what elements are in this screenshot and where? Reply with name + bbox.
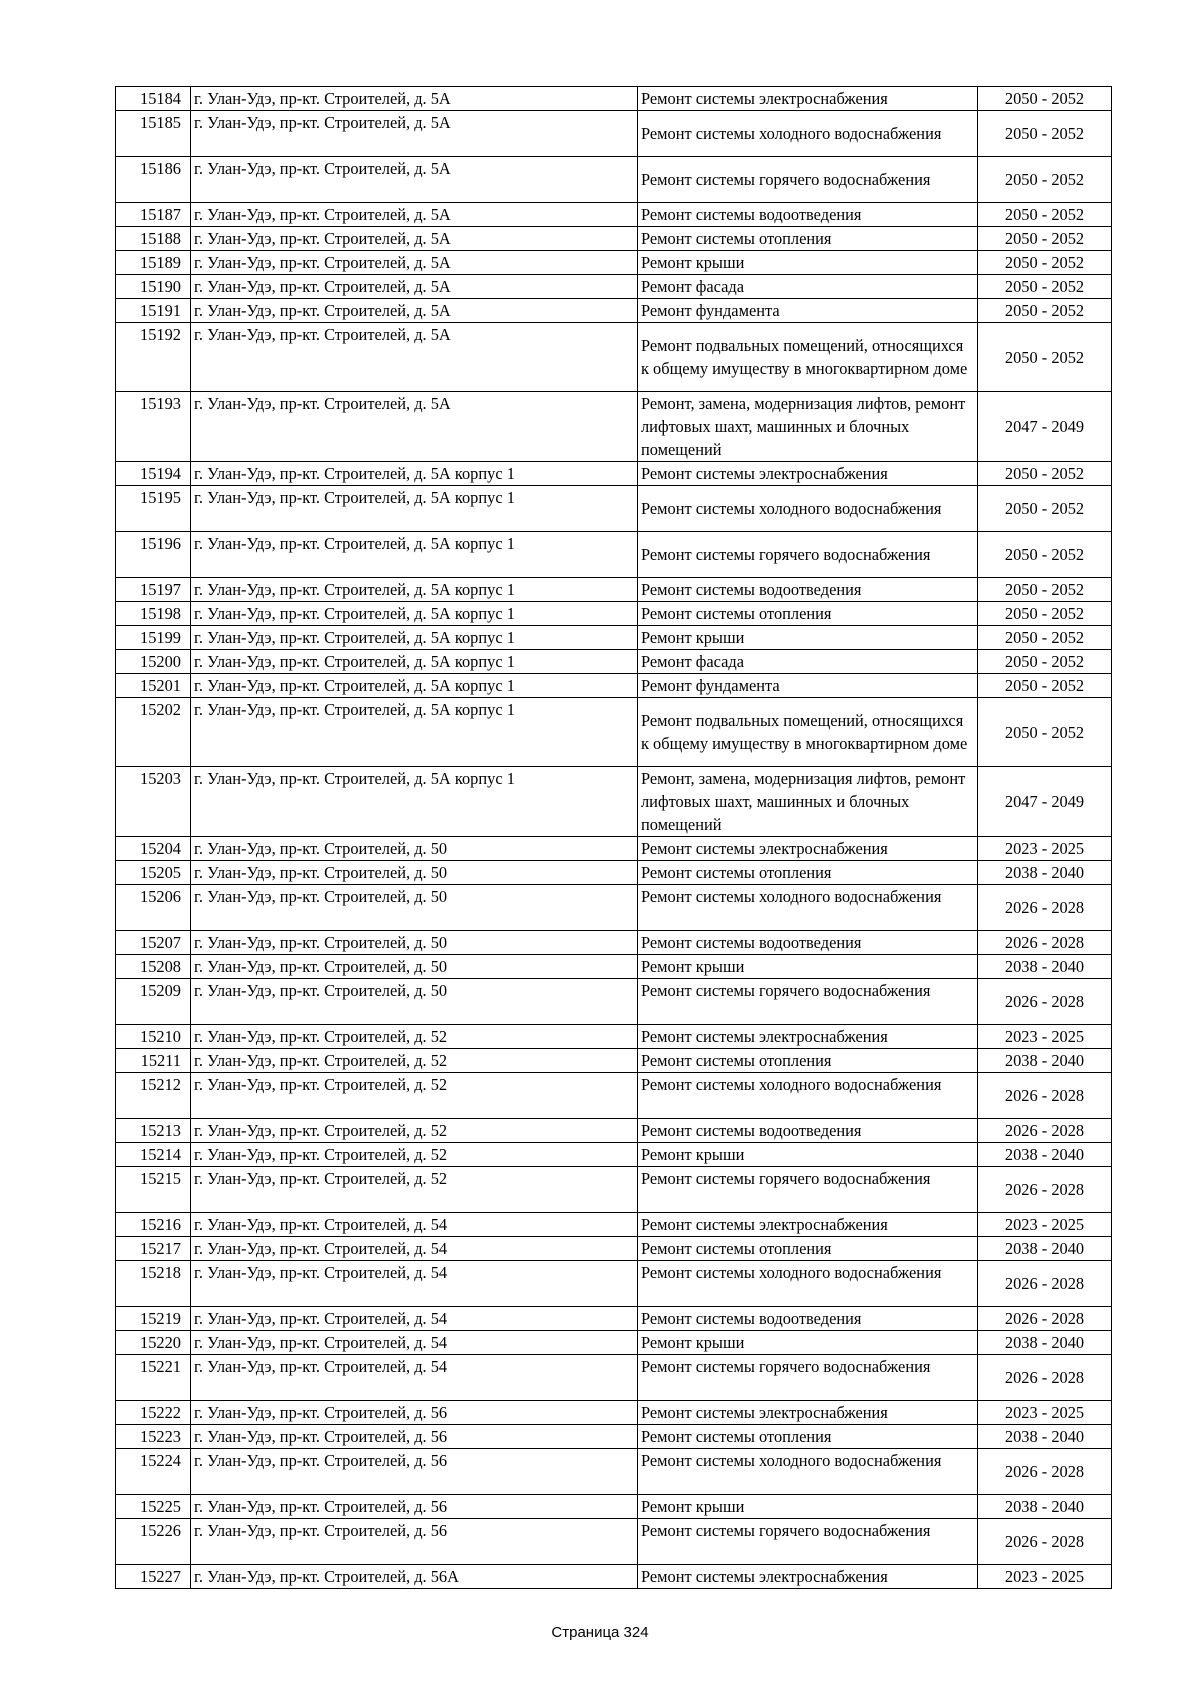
address-cell: г. Улан-Удэ, пр-кт. Строителей, д. 5А (191, 203, 638, 227)
table-row (116, 275, 1112, 299)
row-number-cell: 15185 (116, 111, 191, 157)
work-type-cell: Ремонт системы горячего водоснабжения (638, 1519, 978, 1565)
years-cell: 2050 - 2052 (978, 203, 1112, 227)
row-number-cell: 15190 (116, 275, 191, 299)
address-cell: г. Улан-Удэ, пр-кт. Строителей, д. 5А (191, 275, 638, 299)
work-type-cell: Ремонт системы отопления (638, 1049, 978, 1073)
years-cell: 2050 - 2052 (978, 674, 1112, 698)
table-row (116, 157, 1112, 203)
address-cell: г. Улан-Удэ, пр-кт. Строителей, д. 50 (191, 861, 638, 885)
years-cell: 2050 - 2052 (978, 227, 1112, 251)
row-number-cell: 15191 (116, 299, 191, 323)
table-row (116, 979, 1112, 1025)
table-row (116, 837, 1112, 861)
row-number-cell: 15195 (116, 486, 191, 532)
row-number-cell: 15224 (116, 1449, 191, 1495)
row-number-cell: 15187 (116, 203, 191, 227)
years-cell: 2023 - 2025 (978, 837, 1112, 861)
work-type-cell: Ремонт системы водоотведения (638, 1307, 978, 1331)
work-type-cell: Ремонт фундамента (638, 299, 978, 323)
work-type-cell: Ремонт крыши (638, 626, 978, 650)
row-number-cell: 15202 (116, 698, 191, 767)
years-cell: 2050 - 2052 (978, 602, 1112, 626)
address-cell: г. Улан-Удэ, пр-кт. Строителей, д. 5А (191, 299, 638, 323)
row-number-cell: 15194 (116, 462, 191, 486)
years-cell: 2026 - 2028 (978, 1119, 1112, 1143)
years-cell: 2050 - 2052 (978, 578, 1112, 602)
row-number-cell: 15210 (116, 1025, 191, 1049)
table-row (116, 1073, 1112, 1119)
table-row (116, 955, 1112, 979)
table-row (116, 203, 1112, 227)
work-type-cell: Ремонт системы холодного водоснабжения (638, 885, 978, 931)
table-row (116, 931, 1112, 955)
row-number-cell: 15216 (116, 1213, 191, 1237)
years-cell: 2038 - 2040 (978, 955, 1112, 979)
row-number-cell: 15188 (116, 227, 191, 251)
address-cell: г. Улан-Удэ, пр-кт. Строителей, д. 5А (191, 111, 638, 157)
years-cell: 2050 - 2052 (978, 87, 1112, 111)
address-cell: г. Улан-Удэ, пр-кт. Строителей, д. 5А корпус 1 (191, 602, 638, 626)
work-type-cell: Ремонт системы электроснабжения (638, 87, 978, 111)
address-cell: г. Улан-Удэ, пр-кт. Строителей, д. 5А (191, 157, 638, 203)
years-cell: 2026 - 2028 (978, 1307, 1112, 1331)
work-type-cell: Ремонт крыши (638, 1495, 978, 1519)
work-type-cell: Ремонт системы горячего водоснабжения (638, 979, 978, 1025)
address-cell: г. Улан-Удэ, пр-кт. Строителей, д. 50 (191, 885, 638, 931)
address-cell: г. Улан-Удэ, пр-кт. Строителей, д. 5А корпус 1 (191, 650, 638, 674)
years-cell: 2050 - 2052 (978, 157, 1112, 203)
table-row (116, 1119, 1112, 1143)
row-number-cell: 15189 (116, 251, 191, 275)
row-number-cell: 15198 (116, 602, 191, 626)
address-cell: г. Улан-Удэ, пр-кт. Строителей, д. 52 (191, 1073, 638, 1119)
row-number-cell: 15225 (116, 1495, 191, 1519)
row-number-cell: 15213 (116, 1119, 191, 1143)
work-type-cell: Ремонт системы электроснабжения (638, 1025, 978, 1049)
row-number-cell: 15218 (116, 1261, 191, 1307)
years-cell: 2038 - 2040 (978, 861, 1112, 885)
years-cell: 2038 - 2040 (978, 1425, 1112, 1449)
work-type-cell: Ремонт системы водоотведения (638, 1119, 978, 1143)
years-cell: 2026 - 2028 (978, 1167, 1112, 1213)
address-cell: г. Улан-Удэ, пр-кт. Строителей, д. 56 (191, 1495, 638, 1519)
work-type-cell: Ремонт фундамента (638, 674, 978, 698)
work-type-cell: Ремонт системы холодного водоснабжения (638, 1261, 978, 1307)
work-type-cell: Ремонт системы горячего водоснабжения (638, 532, 978, 578)
address-cell: г. Улан-Удэ, пр-кт. Строителей, д. 50 (191, 955, 638, 979)
work-type-cell: Ремонт подвальных помещений, относящихся к общему имуществу в многоквартирном доме (638, 323, 978, 392)
table-row (116, 227, 1112, 251)
table-row (116, 1237, 1112, 1261)
row-number-cell: 15217 (116, 1237, 191, 1261)
work-type-cell: Ремонт крыши (638, 955, 978, 979)
address-cell: г. Улан-Удэ, пр-кт. Строителей, д. 5А корпус 1 (191, 486, 638, 532)
row-number-cell: 15186 (116, 157, 191, 203)
work-type-cell: Ремонт системы холодного водоснабжения (638, 1073, 978, 1119)
row-number-cell: 15205 (116, 861, 191, 885)
work-type-cell: Ремонт системы электроснабжения (638, 462, 978, 486)
work-type-cell: Ремонт крыши (638, 1331, 978, 1355)
row-number-cell: 15197 (116, 578, 191, 602)
row-number-cell: 15214 (116, 1143, 191, 1167)
table-row (116, 323, 1112, 392)
row-number-cell: 15201 (116, 674, 191, 698)
years-cell: 2038 - 2040 (978, 1495, 1112, 1519)
years-cell: 2026 - 2028 (978, 1449, 1112, 1495)
table-row (116, 532, 1112, 578)
address-cell: г. Улан-Удэ, пр-кт. Строителей, д. 5А (191, 227, 638, 251)
work-type-cell: Ремонт системы водоотведения (638, 578, 978, 602)
address-cell: г. Улан-Удэ, пр-кт. Строителей, д. 52 (191, 1143, 638, 1167)
work-type-cell: Ремонт системы горячего водоснабжения (638, 157, 978, 203)
years-cell: 2023 - 2025 (978, 1401, 1112, 1425)
row-number-cell: 15212 (116, 1073, 191, 1119)
row-number-cell: 15211 (116, 1049, 191, 1073)
table-row (116, 1167, 1112, 1213)
address-cell: г. Улан-Удэ, пр-кт. Строителей, д. 50 (191, 931, 638, 955)
address-cell: г. Улан-Удэ, пр-кт. Строителей, д. 5А (191, 392, 638, 462)
address-cell: г. Улан-Удэ, пр-кт. Строителей, д. 56 (191, 1425, 638, 1449)
years-cell: 2050 - 2052 (978, 323, 1112, 392)
table-row (116, 1355, 1112, 1401)
row-number-cell: 15204 (116, 837, 191, 861)
years-cell: 2050 - 2052 (978, 111, 1112, 157)
repair-schedule-table (115, 86, 1112, 1589)
address-cell: г. Улан-Удэ, пр-кт. Строителей, д. 56А (191, 1565, 638, 1589)
work-type-cell: Ремонт системы отопления (638, 861, 978, 885)
work-type-cell: Ремонт системы холодного водоснабжения (638, 111, 978, 157)
years-cell: 2026 - 2028 (978, 1261, 1112, 1307)
row-number-cell: 15227 (116, 1565, 191, 1589)
table-row (116, 626, 1112, 650)
table-row (116, 1025, 1112, 1049)
years-cell: 2038 - 2040 (978, 1143, 1112, 1167)
table-row (116, 1565, 1112, 1589)
table-body (116, 87, 1112, 1589)
row-number-cell: 15209 (116, 979, 191, 1025)
address-cell: г. Улан-Удэ, пр-кт. Строителей, д. 50 (191, 837, 638, 861)
address-cell: г. Улан-Удэ, пр-кт. Строителей, д. 54 (191, 1237, 638, 1261)
row-number-cell: 15221 (116, 1355, 191, 1401)
table-row (116, 1495, 1112, 1519)
table-row (116, 299, 1112, 323)
years-cell: 2038 - 2040 (978, 1049, 1112, 1073)
years-cell: 2047 - 2049 (978, 392, 1112, 462)
years-cell: 2050 - 2052 (978, 275, 1112, 299)
years-cell: 2050 - 2052 (978, 698, 1112, 767)
row-number-cell: 15208 (116, 955, 191, 979)
address-cell: г. Улан-Удэ, пр-кт. Строителей, д. 54 (191, 1213, 638, 1237)
row-number-cell: 15215 (116, 1167, 191, 1213)
work-type-cell: Ремонт, замена, модернизация лифтов, ремонт лифтовых шахт, машинных и блочных помещений (638, 392, 978, 462)
work-type-cell: Ремонт системы отопления (638, 1237, 978, 1261)
work-type-cell: Ремонт фасада (638, 275, 978, 299)
table-row (116, 578, 1112, 602)
years-cell: 2026 - 2028 (978, 931, 1112, 955)
table-row (116, 602, 1112, 626)
years-cell: 2038 - 2040 (978, 1331, 1112, 1355)
work-type-cell: Ремонт системы электроснабжения (638, 1565, 978, 1589)
address-cell: г. Улан-Удэ, пр-кт. Строителей, д. 5А (191, 251, 638, 275)
address-cell: г. Улан-Удэ, пр-кт. Строителей, д. 56 (191, 1519, 638, 1565)
row-number-cell: 15226 (116, 1519, 191, 1565)
address-cell: г. Улан-Удэ, пр-кт. Строителей, д. 5А корпус 1 (191, 674, 638, 698)
work-type-cell: Ремонт системы отопления (638, 602, 978, 626)
row-number-cell: 15206 (116, 885, 191, 931)
row-number-cell: 15196 (116, 532, 191, 578)
address-cell: г. Улан-Удэ, пр-кт. Строителей, д. 52 (191, 1025, 638, 1049)
years-cell: 2026 - 2028 (978, 1355, 1112, 1401)
address-cell: г. Улан-Удэ, пр-кт. Строителей, д. 5А корпус 1 (191, 578, 638, 602)
table-row (116, 1449, 1112, 1495)
years-cell: 2050 - 2052 (978, 650, 1112, 674)
work-type-cell: Ремонт крыши (638, 251, 978, 275)
table-row (116, 767, 1112, 837)
work-type-cell: Ремонт системы отопления (638, 227, 978, 251)
years-cell: 2026 - 2028 (978, 1073, 1112, 1119)
address-cell: г. Улан-Удэ, пр-кт. Строителей, д. 52 (191, 1119, 638, 1143)
years-cell: 2023 - 2025 (978, 1213, 1112, 1237)
table-row (116, 1049, 1112, 1073)
address-cell: г. Улан-Удэ, пр-кт. Строителей, д. 54 (191, 1355, 638, 1401)
row-number-cell: 15222 (116, 1401, 191, 1425)
row-number-cell: 15192 (116, 323, 191, 392)
work-type-cell: Ремонт системы водоотведения (638, 203, 978, 227)
address-cell: г. Улан-Удэ, пр-кт. Строителей, д. 5А (191, 323, 638, 392)
years-cell: 2038 - 2040 (978, 1237, 1112, 1261)
address-cell: г. Улан-Удэ, пр-кт. Строителей, д. 54 (191, 1307, 638, 1331)
address-cell: г. Улан-Удэ, пр-кт. Строителей, д. 50 (191, 979, 638, 1025)
table-row (116, 1307, 1112, 1331)
years-cell: 2050 - 2052 (978, 299, 1112, 323)
address-cell: г. Улан-Удэ, пр-кт. Строителей, д. 52 (191, 1049, 638, 1073)
table-row (116, 251, 1112, 275)
address-cell: г. Улан-Удэ, пр-кт. Строителей, д. 5А корпус 1 (191, 698, 638, 767)
years-cell: 2050 - 2052 (978, 626, 1112, 650)
table-row (116, 87, 1112, 111)
row-number-cell: 15184 (116, 87, 191, 111)
row-number-cell: 15223 (116, 1425, 191, 1449)
table-row (116, 392, 1112, 462)
work-type-cell: Ремонт системы электроснабжения (638, 837, 978, 861)
row-number-cell: 15199 (116, 626, 191, 650)
work-type-cell: Ремонт системы электроснабжения (638, 1213, 978, 1237)
table-row (116, 650, 1112, 674)
row-number-cell: 15200 (116, 650, 191, 674)
address-cell: г. Улан-Удэ, пр-кт. Строителей, д. 52 (191, 1167, 638, 1213)
work-type-cell: Ремонт системы электроснабжения (638, 1401, 978, 1425)
table-row (116, 674, 1112, 698)
table-row (116, 1213, 1112, 1237)
address-cell: г. Улан-Удэ, пр-кт. Строителей, д. 54 (191, 1331, 638, 1355)
years-cell: 2050 - 2052 (978, 251, 1112, 275)
work-type-cell: Ремонт системы горячего водоснабжения (638, 1167, 978, 1213)
work-type-cell: Ремонт крыши (638, 1143, 978, 1167)
table-row (116, 885, 1112, 931)
years-cell: 2050 - 2052 (978, 486, 1112, 532)
work-type-cell: Ремонт системы отопления (638, 1425, 978, 1449)
table-row (116, 111, 1112, 157)
row-number-cell: 15219 (116, 1307, 191, 1331)
work-type-cell: Ремонт системы холодного водоснабжения (638, 486, 978, 532)
address-cell: г. Улан-Удэ, пр-кт. Строителей, д. 54 (191, 1261, 638, 1307)
table-row (116, 1519, 1112, 1565)
years-cell: 2050 - 2052 (978, 462, 1112, 486)
address-cell: г. Улан-Удэ, пр-кт. Строителей, д. 56 (191, 1401, 638, 1425)
work-type-cell: Ремонт системы холодного водоснабжения (638, 1449, 978, 1495)
years-cell: 2026 - 2028 (978, 1519, 1112, 1565)
years-cell: 2023 - 2025 (978, 1565, 1112, 1589)
address-cell: г. Улан-Удэ, пр-кт. Строителей, д. 5А корпус 1 (191, 626, 638, 650)
table-row (116, 486, 1112, 532)
table-row (116, 1425, 1112, 1449)
work-type-cell: Ремонт фасада (638, 650, 978, 674)
address-cell: г. Улан-Удэ, пр-кт. Строителей, д. 5А корпус 1 (191, 532, 638, 578)
table-row (116, 1331, 1112, 1355)
document-page (115, 86, 1111, 1589)
years-cell: 2050 - 2052 (978, 532, 1112, 578)
years-cell: 2026 - 2028 (978, 979, 1112, 1025)
address-cell: г. Улан-Удэ, пр-кт. Строителей, д. 5А (191, 87, 638, 111)
address-cell: г. Улан-Удэ, пр-кт. Строителей, д. 5А корпус 1 (191, 462, 638, 486)
table-row (116, 1143, 1112, 1167)
years-cell: 2047 - 2049 (978, 767, 1112, 837)
work-type-cell: Ремонт системы водоотведения (638, 931, 978, 955)
work-type-cell: Ремонт, замена, модернизация лифтов, ремонт лифтовых шахт, машинных и блочных помещений (638, 767, 978, 837)
table-row (116, 1401, 1112, 1425)
table-row (116, 462, 1112, 486)
years-cell: 2023 - 2025 (978, 1025, 1112, 1049)
table-row (116, 861, 1112, 885)
work-type-cell: Ремонт подвальных помещений, относящихся к общему имуществу в многоквартирном доме (638, 698, 978, 767)
row-number-cell: 15207 (116, 931, 191, 955)
years-cell: 2026 - 2028 (978, 885, 1112, 931)
row-number-cell: 15220 (116, 1331, 191, 1355)
work-type-cell: Ремонт системы горячего водоснабжения (638, 1355, 978, 1401)
row-number-cell: 15203 (116, 767, 191, 837)
address-cell: г. Улан-Удэ, пр-кт. Строителей, д. 56 (191, 1449, 638, 1495)
page-number: Страница 324 (551, 1624, 649, 1641)
table-row (116, 1261, 1112, 1307)
row-number-cell: 15193 (116, 392, 191, 462)
table-row (116, 698, 1112, 767)
address-cell: г. Улан-Удэ, пр-кт. Строителей, д. 5А корпус 1 (191, 767, 638, 837)
